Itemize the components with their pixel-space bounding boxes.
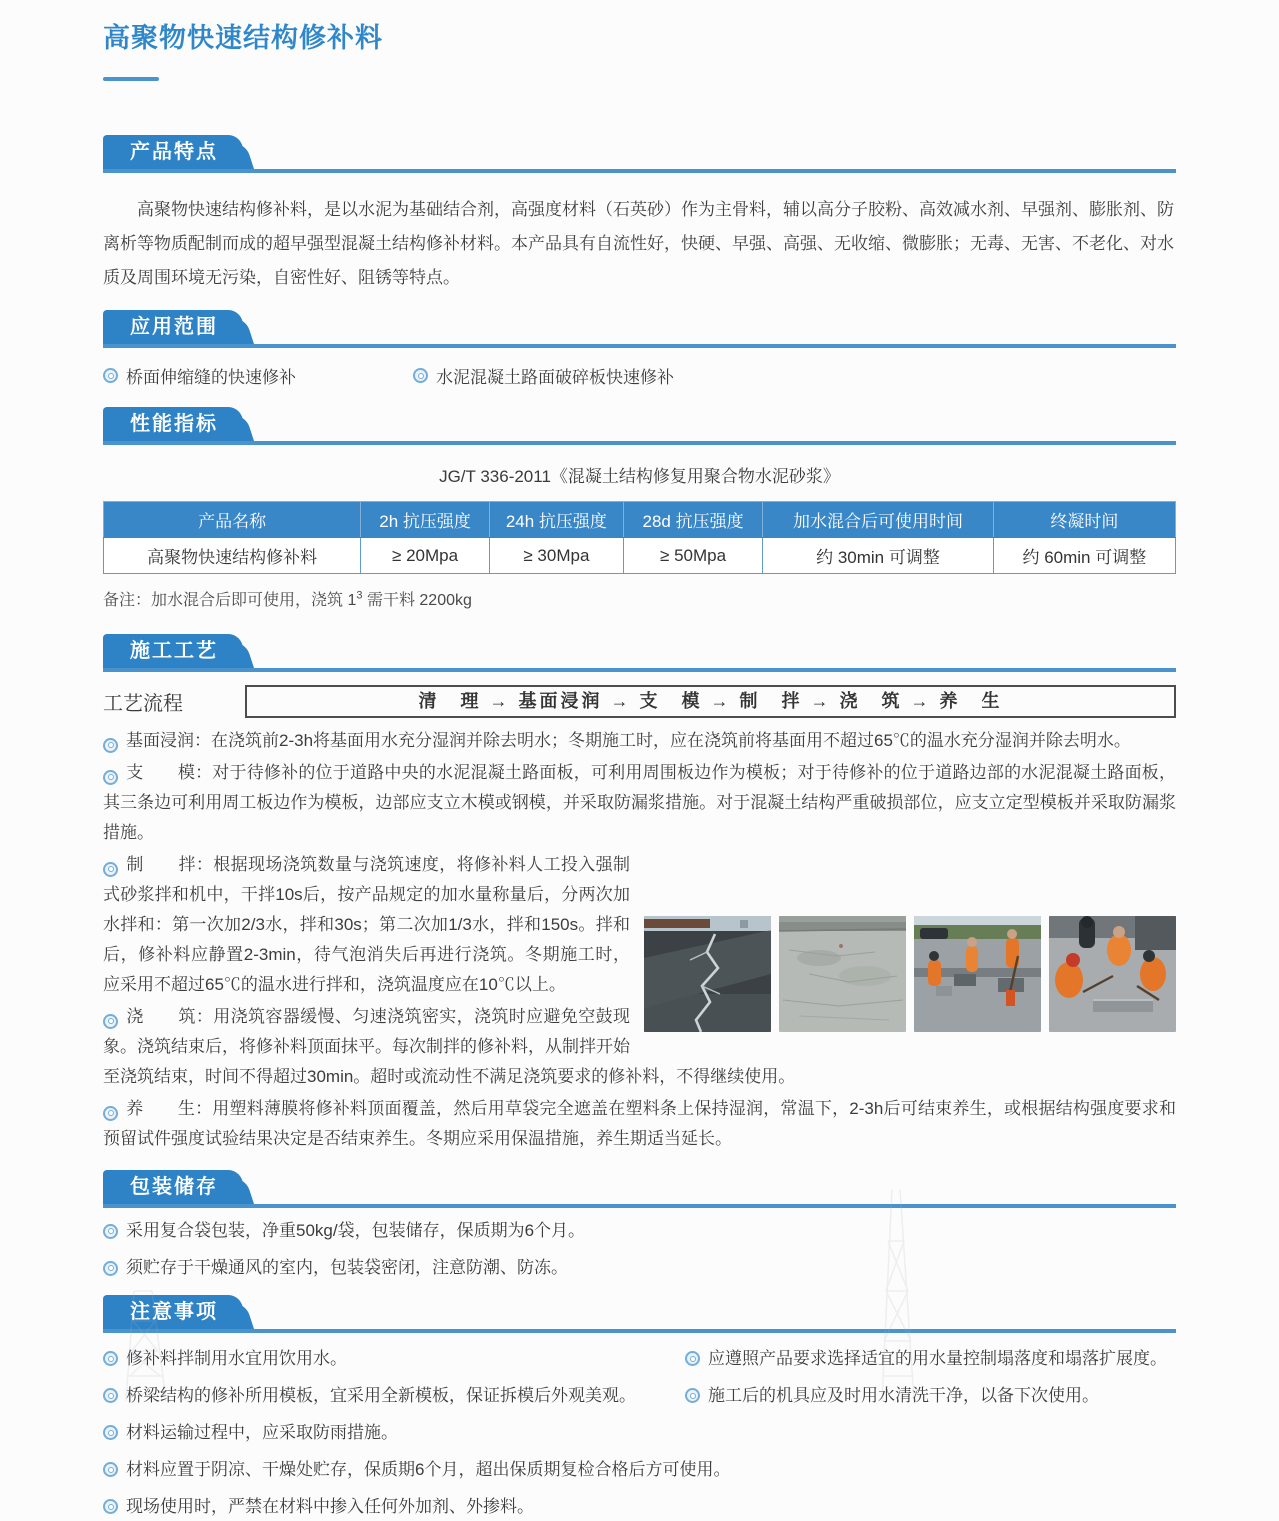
table-header-cell: 加水混合后可使用时间 — [763, 502, 993, 538]
site-photo-strip — [644, 916, 1176, 1032]
section-head-process — [103, 634, 1176, 672]
ring-bullet-icon — [103, 1462, 118, 1477]
packaging-list — [103, 1217, 1176, 1282]
note-item — [103, 1382, 685, 1410]
step-name: 基面浸润： — [126, 731, 211, 750]
note-item — [103, 1345, 685, 1373]
table-header-cell: 28d 抗压强度 — [623, 502, 762, 538]
section-tab-label: 包装储存 — [130, 1176, 218, 1198]
remark-text: 需干料 2200kg — [362, 592, 472, 609]
section-head-packaging — [103, 1170, 1176, 1208]
process-steps — [103, 726, 1176, 1154]
table-header-cell: 终凝时间 — [993, 502, 1175, 538]
packaging-text: 采用复合袋包装，净重50kg/袋，包装储存，保质期为6个月。 — [126, 1221, 586, 1240]
table-cell: ≥ 20Mpa — [361, 538, 490, 574]
table-header-cell: 2h 抗压强度 — [361, 502, 490, 538]
note-text: 现场使用时，严禁在材料中掺入任何外加剂、外掺料。 — [126, 1497, 534, 1516]
step-text: 在浇筑前2-3h将基面用水充分湿润并除去明水；冬期施工时，应在浇筑前将基面用不超过65℃的温水充分湿润并除去明水。 — [211, 731, 1131, 750]
section-tab-applications — [103, 310, 243, 344]
note-text: 材料运输过程中，应采取防雨措施。 — [126, 1423, 398, 1442]
remark-text: 加水混合后即可使用，浇筑 1 — [151, 592, 357, 609]
note-text: 修补料拌制用水宜用饮用水。 — [126, 1349, 347, 1368]
process-step — [103, 1094, 1176, 1154]
table-cell: 高聚物快速结构修补料 — [104, 538, 361, 574]
table-cell: 约 60min 可调整 — [993, 538, 1175, 574]
step-text: 根据现场浇筑数量与浇筑速度，将修补料人工投入强制式砂浆拌和机中，干拌10s后，按产品规定的加水量称量后，分两次加水拌和：第一次加2/3水，拌和30s；第二次加1/3水，拌和150s。拌和后，修补料应静置2-3min，待气泡消失后再进行浇筑。冬期施工时，应采用不超过65℃的温水进行拌和，浇筑温度应在10℃以上。 — [103, 855, 631, 994]
photo-crew-finishing-patch — [1049, 916, 1176, 1032]
ring-bullet-icon — [103, 1224, 118, 1239]
step-name: 浇 筑： — [126, 1007, 214, 1026]
application-item — [413, 363, 674, 388]
ring-bullet-icon — [103, 1261, 118, 1276]
notes-column-right — [685, 1336, 1176, 1521]
section-tab-packaging — [103, 1170, 243, 1204]
section-tab-label: 产品特点 — [130, 141, 218, 163]
section-head-features — [103, 135, 1176, 173]
remark-superscript: 3 — [356, 589, 363, 602]
photo-repair-crew-roadwork — [914, 916, 1041, 1032]
ring-bullet-icon — [103, 368, 118, 383]
title-underline — [103, 77, 159, 81]
notes-column-left — [103, 1336, 731, 1521]
process-step — [103, 850, 1176, 1000]
performance-table — [103, 501, 1176, 574]
table-cell: ≥ 50Mpa — [623, 538, 762, 574]
step-text: 对于待修补的位于道路中央的水泥混凝土路面板，可利用周围板边作为模板；对于待修补的位于道路边部的水泥混凝土路面板，其三条边可利用周工板边作为模板，边部应支立木模或钢模，并采取防漏浆措施。对于混凝土结构严重破损部位，应支立定型模板并采取防漏浆措施。 — [103, 763, 1177, 842]
section-tab-label: 施工工艺 — [130, 640, 218, 662]
page-title: 高聚物快速结构修补料 — [103, 23, 383, 53]
ring-bullet-icon — [103, 1351, 118, 1366]
ring-bullet-icon — [103, 1106, 118, 1121]
step-text: 用浇筑容器缓慢、匀速浇筑密实，浇筑时应避免空鼓现象。浇筑结束后，将修补料顶面抹平。每次制拌的修补料，从制拌开始至浇筑结束，时间不得超过30min。超时或流动性不满足浇筑要求的修补料，不得继续使用。 — [103, 1007, 796, 1086]
note-text: 桥梁结构的修补所用模板，宜采用全新模板，保证拆模后外观美观。 — [126, 1386, 636, 1405]
packaging-text: 须贮存于干燥通风的室内，包装袋密闭，注意防潮、防冻。 — [126, 1258, 568, 1277]
application-item — [103, 363, 413, 388]
flow-label: 工艺流程 — [103, 693, 183, 715]
packaging-item — [103, 1217, 1176, 1245]
application-label: 桥面伸缩缝的快速修补 — [126, 368, 296, 387]
section-tab-performance — [103, 407, 243, 441]
ring-bullet-icon — [103, 770, 118, 785]
ring-bullet-icon — [103, 1499, 118, 1514]
section-tab-notes — [103, 1295, 243, 1329]
section-tab-features — [103, 135, 243, 169]
photo-broken-concrete-slab — [779, 916, 906, 1032]
table-header-row — [104, 502, 1176, 538]
packaging-item — [103, 1254, 1176, 1282]
section-head-performance — [103, 407, 1176, 445]
section-tab-label: 应用范围 — [130, 316, 218, 338]
ring-bullet-icon — [103, 1014, 118, 1029]
application-label: 水泥混凝土路面破碎板快速修补 — [436, 368, 674, 387]
section-tab-label: 性能指标 — [130, 413, 218, 435]
note-text: 应遵照产品要求选择适宜的用水量控制塌落度和塌落扩展度。 — [708, 1349, 1167, 1368]
note-item — [685, 1382, 1176, 1410]
step-name: 养 生： — [126, 1099, 213, 1118]
section-head-applications — [103, 310, 1176, 348]
table-cell: ≥ 30Mpa — [489, 538, 623, 574]
step-name: 支 模： — [126, 763, 213, 782]
table-header-cell: 产品名称 — [104, 502, 361, 538]
table-remark — [103, 587, 1176, 610]
photo-cracked-dark-pavement — [644, 916, 771, 1032]
section-tab-process — [103, 634, 243, 668]
note-item — [103, 1419, 685, 1447]
step-name: 制 拌： — [126, 855, 214, 874]
standard-reference: JG/T 336-2011《混凝土结构修复用聚合物水泥砂浆》 — [439, 467, 840, 486]
remark-label: 备注： — [103, 592, 152, 609]
ring-bullet-icon — [103, 738, 118, 753]
section-head-notes — [103, 1295, 1176, 1333]
process-step — [103, 758, 1176, 848]
note-text: 材料应置于阴凉、干燥处贮存，保质期6个月，超出保质期复检合格后方可使用。 — [126, 1460, 731, 1479]
applications-list — [103, 363, 1176, 388]
ring-bullet-icon — [103, 1425, 118, 1440]
table-cell: 约 30min 可调整 — [763, 538, 993, 574]
notes-columns — [103, 1336, 1176, 1521]
ring-bullet-icon — [413, 368, 428, 383]
step-text: 用塑料薄膜将修补料顶面覆盖，然后用草袋完全遮盖在塑料条上保持湿润，常温下，2-3h后可结束养生，或根据结构强度要求和预留试件强度试验结果决定是否结束养生。冬期应采用保温措施，养生期适当延长。 — [103, 1099, 1176, 1148]
ring-bullet-icon — [685, 1351, 700, 1366]
note-text: 施工后的机具应及时用水清洗干净，以备下次使用。 — [708, 1386, 1099, 1405]
section-tab-label: 注意事项 — [130, 1301, 218, 1323]
process-flow-row — [103, 685, 1176, 718]
process-step — [103, 726, 1176, 756]
ring-bullet-icon — [103, 862, 118, 877]
features-paragraph: 高聚物快速结构修补料，是以水泥为基础结合剂，高强度材料（石英砂）作为主骨料，辅以高分子胶粉、高效减水剂、早强剂、膨胀剂、防离析等物质配制而成的超早强型混凝土结构修补材料。本产品具有自流性好，快硬、早强、高强、无收缩、微膨胀；无毒、无害、不老化、对水质及周围环境无污染，自密性好、阻锈等特点。 — [103, 200, 1174, 287]
table-row — [104, 538, 1176, 574]
note-item — [685, 1345, 1176, 1373]
flow-box: 清 理 → 基面浸润 → 支 模 → 制 拌 → 浇 筑 → 养 生 — [245, 685, 1176, 718]
table-header-cell: 24h 抗压强度 — [489, 502, 623, 538]
